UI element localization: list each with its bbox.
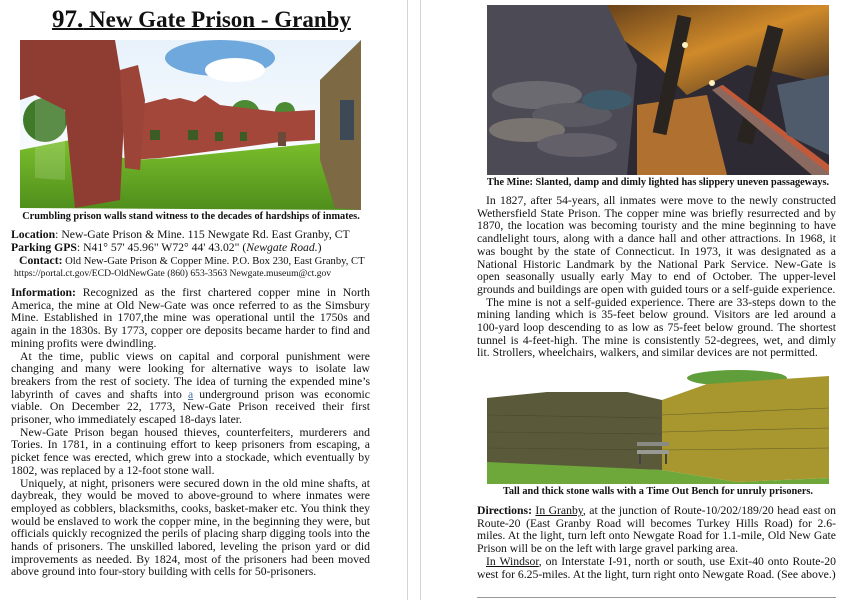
info-paragraph-2-text-a: At the time, public views on capital and corporal punishment were changing and many were looking for alternative ways to isolate law breakers from the rest of society. The idea of turning the expended mine’s labyrinth of caves and shafts into [11, 349, 370, 401]
info-paragraph-1 [11, 287, 370, 351]
mine-photo [487, 5, 829, 175]
footer-rule [477, 597, 836, 598]
parking-road: Newgate Road. [246, 241, 318, 254]
page-title [52, 6, 351, 33]
history-section [477, 195, 836, 360]
title-number: 97. [52, 6, 84, 33]
directions-section [477, 505, 836, 581]
info-paragraph-2 [11, 351, 370, 427]
info-paragraph-1-text: Recognized as the first chartered copper mine in North America, the mine at Old New-Gate was once referred to as the Simsbury Mine. Established in 1707,the mine was operational until the 1750s and again in the 1830s. By 1773, copper ore deposits became harder to find and mining profits were dwindling. [11, 286, 370, 350]
parking-gps-label: Parking GPS [11, 241, 77, 254]
info-paragraph-3: New-Gate Prison began housed thieves, counterfeiters, murderers and Tories. In 1781, in a continuing effort to keep prisoners from escaping, a picket fence was erected, which grew into a stockade, which eventually by 1802, was replaced by a 12-foot stone wall. [11, 425, 370, 477]
granby-directions-text: , at the junction of Route-10/202/189/20 head east on Route-20 (East Granby Road will becomes Turkey Hills Road) for 2.6-miles. At the light, turn left onto Newgate Road for 1.1-mile, Old New Gate Prison will be on the left with large gravel parking area. [477, 504, 836, 556]
contact-value: Old New-Gate Prison & Copper Mine. P.O. Box 230, East Granby, CT [62, 256, 365, 267]
stone-walls-image [487, 370, 829, 484]
information-section [11, 287, 370, 579]
location-line [11, 229, 401, 242]
info-paragraph-2-text-b: underground prison was economic viable. On December 22, 1773, New-Gate Prison received their first prisoner, who immediately escaped 18-days later. [11, 387, 370, 427]
info-paragraph-4: Uniquely, at night, prisoners were secured down in the old mine shafts, at daybreak, they would be moved to above-ground to where inmates were employed as cobblers, blacksmiths, cooks, basket-maker etc. You think they would be enslaved to work the copper mine, in the beginning they were, but officials quickly recognized the perils of placing sharp digging tools into the hands of prisoners. The unskilled labored, leveling the prison yard or did improvements as needed. By 1824, most of the prisoners had been moved above ground into four-story building with cells for 50-prisoners. [11, 476, 370, 579]
windsor-directions-text: , on Interstate I-91, north or south, use Exit-40 onto Route-20 west for 6.25-miles. At the light, turn right onto Newgate Road. (See above.) [477, 554, 836, 581]
right-page [422, 0, 847, 600]
directions-label: Directions: [477, 504, 532, 517]
photo-caption-walls: Tall and thick stone walls with a Time Out Bench for unruly prisoners. [502, 486, 813, 497]
stone-walls-photo [487, 370, 829, 484]
parking-gps-line [11, 242, 401, 255]
parking-close: ) [317, 241, 322, 254]
parking-gps-value: : N41° 57' 45.96" W72° 44' 43.02" ( [76, 241, 247, 254]
contact-line [19, 255, 399, 269]
history-paragraph-1: In 1827, after 54-years, all inmates were move to the newly constructed Wethersfield State Prison. The copper mine was briefly resurrected and by 1870, the location was becoming touristy and the mine beginning to have candlelight tours, along with a dance hall and other attractions. In 1968, it was bought by the state of Connecticut. In 1973, it was designated as a National Historic Landmark by the National Park Service. New-Gate is open seasonally usually early May to end of October. The upper-level grounds and buildings are open with guided tours or a self-guide experience. [477, 194, 836, 296]
granby-label: In Granby [535, 504, 583, 517]
information-label: Information: [11, 286, 76, 299]
contact-details-line [14, 268, 404, 281]
location-label: Location [11, 228, 56, 241]
mine-image [487, 5, 829, 175]
right-page-edge [420, 0, 421, 600]
title-text: New Gate Prison - Granby [83, 7, 351, 32]
prison-ruins-image [20, 40, 361, 210]
photo-caption-ruins: Crumbling prison walls stand witness to the decades of hardships of inmates. [22, 211, 360, 222]
contact-url-phone-email[interactable]: https://portal.ct.gov/ECD-OldNewGate (860) 653-3563 Newgate.museum@ct.gov [14, 268, 332, 279]
contact-label: Contact: [19, 254, 63, 267]
info-paragraph-2-link[interactable]: a [187, 387, 194, 401]
left-page [0, 0, 407, 600]
directions-windsor [477, 556, 836, 581]
directions-granby [477, 505, 836, 556]
prison-ruins-photo [20, 40, 361, 210]
left-page-edge [407, 0, 408, 600]
location-value: : New-Gate Prison & Mine. 115 Newgate Rd. East Granby, CT [55, 228, 350, 241]
windsor-label: In Windsor [486, 554, 539, 568]
history-paragraph-2: The mine is not a self-guided experience. There are 33-steps down to the mining landing which is 35-feet below ground. Visitors are led around a 100-yard loop descending to as low as 75-feet below ground. The shortest tunnel is 4-feet-high. The mine is consistently 52-degrees, wet, and dimly lit. Strollers, wheelchairs, walkers, and similar devices are not permitted. [477, 295, 836, 360]
photo-caption-mine: The Mine: Slanted, damp and dimly lighted has slippery uneven passageways. [486, 177, 830, 188]
